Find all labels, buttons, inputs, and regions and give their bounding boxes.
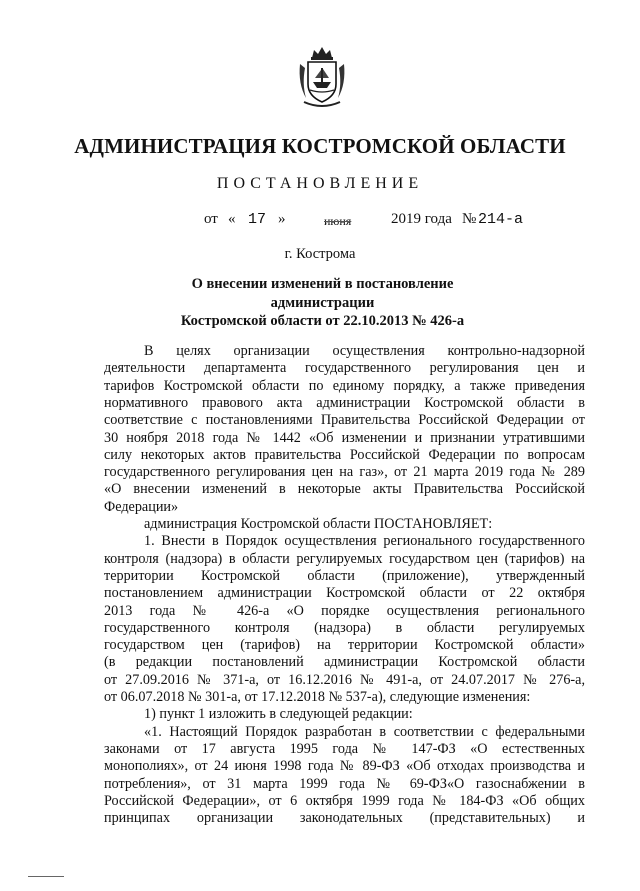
city-name: г. Кострома — [284, 246, 356, 262]
body-line: от 06.07.2018 № 301-а, от 17.12.2018 № 537-а), следующие изменения: — [104, 689, 531, 705]
date-month: июня — [324, 214, 352, 228]
document-number: 214-а — [478, 211, 524, 228]
body-line: законами от 17 августа 1995 года № 147-ФЗ «О естественных — [104, 740, 585, 757]
date-prefix: от — [204, 211, 218, 227]
date-day: 17 — [248, 211, 267, 228]
body-line: монополиях», от 24 июня 1998 года № 89-ФЗ «Об отходах производства и — [104, 758, 585, 775]
number-sign: № — [462, 211, 477, 227]
body-line: силу некоторых актов правительства Российской Федерации по вопросам — [104, 446, 585, 463]
body-line: «1. Настоящий Порядок разработан в соответствии с федеральными — [144, 723, 585, 740]
document-subject — [150, 275, 495, 331]
body-line: Федерации» — [104, 498, 179, 515]
subject-line: О внесении изменений в постановление администрации — [191, 276, 454, 311]
body-line: от 27.09.2016 № 371-а, от 16.12.2016 № 491-а, от 24.07.2017 № 276-а, — [104, 671, 585, 688]
footer-divider — [28, 876, 64, 877]
body-line: 1) пункт 1 изложить в следующей редакции: — [144, 706, 413, 723]
body-line: 1. Внести в Порядок осуществления регионального государственного — [144, 533, 585, 550]
body-line: государственного контроля (надзора) в области регулируемых — [104, 619, 585, 636]
body-line: территории Костромской области (приложение), утвержденный — [104, 567, 585, 584]
body-line: потребления», от 31 марта 1999 года № 69-ФЗ«О газоснабжении в — [104, 775, 585, 792]
body-line: принципах организации законодательных (представительных) и — [104, 810, 585, 827]
body-line: соответствие с постановлениями Правительства Российской Федерации от — [104, 412, 585, 429]
body-line: (в редакции постановлений администрации Костромской области — [104, 654, 585, 671]
body-line: Российской Федерации», от 6 октября 1999 года № 184-ФЗ «Об общих — [104, 792, 585, 809]
body-line: В целях организации осуществления контрольно-надзорной — [144, 343, 585, 359]
body-line: 30 ноября 2018 года № 1442 «Об изменении и признании утратившими — [104, 429, 585, 446]
date-quote-close: » — [278, 211, 286, 227]
subject-line: Костромской области от 22.10.2013 № 426-а — [180, 313, 465, 329]
organization-title: АДМИНИСТРАЦИЯ КОСТРОМСКОЙ ОБЛАСТИ — [74, 134, 566, 158]
body-line: 2013 года № 426-а «О порядке осуществления регионального — [104, 602, 585, 619]
body-line: государственного регулирования цен на газ», от 21 марта 2019 года № 289 — [104, 464, 585, 481]
body-line: нормативного правового акта администрации Костромской области в — [104, 394, 585, 411]
document-type: ПОСТАНОВЛЕНИЕ — [216, 175, 424, 192]
body-line: «О внесении изменений в некоторые акты Правительства Российской — [104, 481, 585, 498]
date-year: 2019 года — [391, 211, 452, 227]
body-line: постановлением администрации Костромской области от 22 октября — [104, 585, 585, 602]
body-line: администрация Костромской области ПОСТАНОВЛЯЕТ: — [144, 516, 493, 532]
coat-of-arms-icon — [296, 44, 348, 110]
body-line: тарифов Костромской области по единому порядку, а также приведения — [104, 377, 585, 394]
date-quote-open: « — [228, 211, 236, 227]
body-line: государством цен (тарифов) на территории Костромской области» — [104, 637, 585, 654]
body-line: контроля (надзора) в области регулируемых государством цен (тарифов) на — [104, 550, 585, 567]
body-line: деятельности департамента государственного регулирования цен и — [104, 360, 585, 377]
